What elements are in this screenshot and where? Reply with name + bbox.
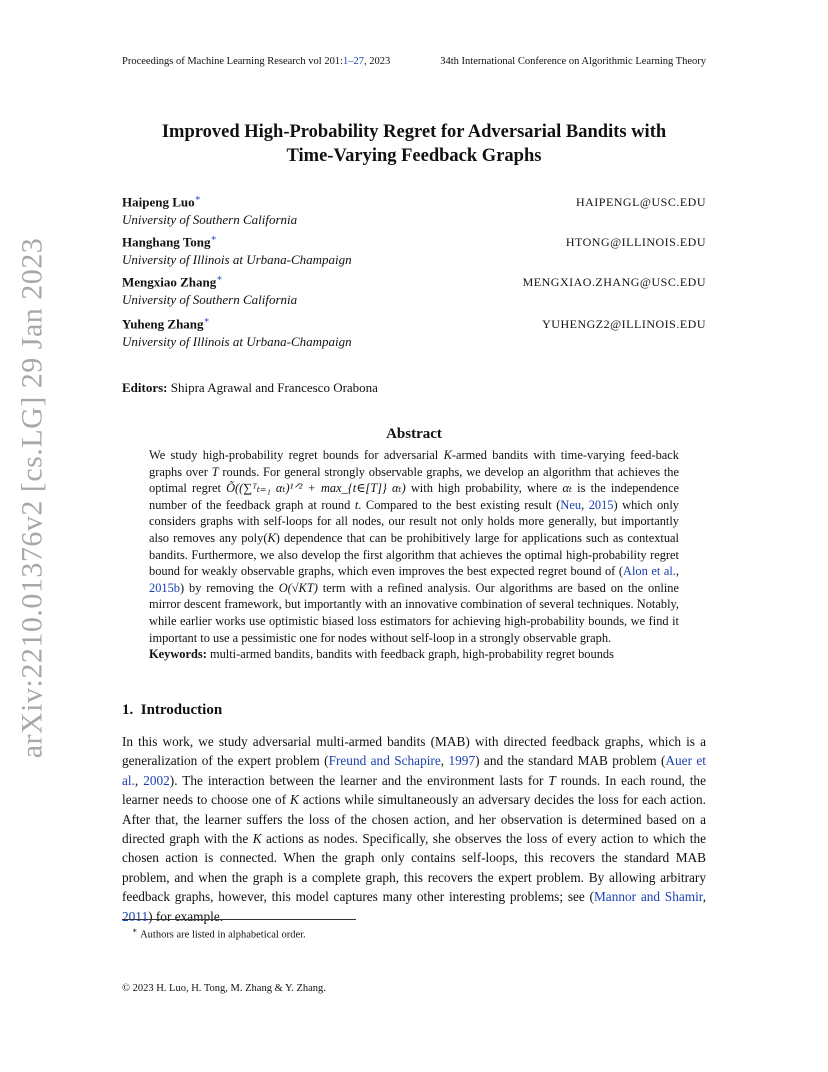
section-title: Introduction — [140, 702, 223, 718]
math-inline: T — [548, 772, 556, 788]
math-inline: K — [252, 831, 262, 847]
citation-link[interactable]: Alon et al. — [623, 564, 676, 579]
math-inline: K — [267, 530, 276, 545]
paper-title — [100, 120, 728, 168]
title-line-1: Improved High-Probability Regret for Adversarial Bandits with — [161, 122, 667, 142]
author-name: Yuheng Zhang∗ — [122, 315, 210, 332]
editors-names: Shipra Agrawal and Francesco Orabona — [170, 380, 378, 395]
author-block — [122, 315, 706, 350]
citation-link[interactable]: Auer et al. — [122, 753, 706, 788]
author-footnote-mark[interactable]: ∗ — [194, 193, 201, 203]
author-affiliation: University of Illinois at Urbana-Champaign — [122, 252, 352, 268]
copyright-notice: © 2023 H. Luo, H. Tong, M. Zhang & Y. Zhang. — [122, 983, 326, 994]
citation-year-link[interactable]: 1997 — [448, 753, 476, 769]
title-line-2: Time-Varying Feedback Graphs — [286, 146, 542, 166]
abstract-body — [149, 447, 679, 663]
math-inline: t — [354, 497, 359, 512]
math-inline: αₜ — [562, 481, 573, 496]
math-inline: O(√KT) — [278, 580, 318, 595]
author-affiliation: University of Southern California — [122, 212, 298, 228]
footnote-mark: ∗ — [132, 926, 138, 935]
abstract-paragraph: We study high-probability regret bounds for adversarial K-armed bandits with time-varying feed-back graphs over T rounds. For general strongly observable graphs, we develop an algorithm that achieves the optimal regret Õ((∑ᵀₜ₌₁ αₜ)¹ᐟ² + max_{t∈[T]} αₜ) with high probability, where αₜ is the independence number of the feedback graph at round t. Compared to the best existing result (Neu, 2015) which only considers graphs with self-loops for all nodes, our result not only holds more generally, but importantly also removes any poly(K) dependence that can be prohibitively large for applications such as contextual bandits. Furthermore, we also develop the first algorithm that achieves the optimal high-probability regret bound for weakly observable graphs, which even improves the best expected regret bound of (Alon et al., 2015b) by removing the O(√KT) term with a refined analysis. Our algorithms are based on the online mirror descent framework, but importantly with an innovative combination of several techniques. Notably, while earlier works use optimistic biased loss estimators for achieving high-probability bounds, we find it important to use a pessimistic one for nodes without self-loop in a strongly observable graph. — [149, 448, 680, 645]
running-head — [122, 56, 706, 67]
citation-link[interactable]: Mannor and Shamir — [593, 889, 703, 905]
editors-label: Editors: — [122, 380, 168, 395]
editors-line — [122, 380, 378, 396]
author-footnote-mark[interactable]: ∗ — [203, 315, 210, 325]
citation-year-link[interactable]: 2002 — [143, 772, 170, 788]
math-inline: T — [211, 464, 219, 479]
abstract-heading: Abstract — [386, 426, 442, 442]
keywords-line — [149, 646, 679, 663]
arxiv-identifier-stamp[interactable] — [8, 237, 56, 759]
citation-link[interactable]: Neu — [560, 497, 582, 512]
author-footnote-mark[interactable]: ∗ — [216, 273, 223, 283]
introduction-body — [122, 732, 706, 926]
footnote-divider — [122, 919, 356, 920]
running-head-left: Proceedings of Machine Learning Research vol 201:1–27, 2023 — [122, 56, 391, 67]
author-email[interactable]: YUHENGZ2@ILLINOIS.EDU — [542, 317, 706, 332]
page-range-link[interactable]: 1–27 — [343, 56, 365, 67]
math-inline: Õ((∑ᵀₜ₌₁ αₜ)¹ᐟ² + max_{t∈[T]} αₜ) — [226, 481, 406, 496]
keywords-label: Keywords: — [149, 647, 207, 662]
arxiv-identifier-text: arXiv:2210.01376v2 [cs.LG] 29 Jan 2023 — [15, 237, 48, 759]
author-block — [122, 193, 706, 228]
author-email[interactable]: MENGXIAO.ZHANG@USC.EDU — [522, 275, 706, 290]
section-number: 1. — [122, 702, 134, 718]
author-email[interactable]: HAIPENGL@USC.EDU — [575, 195, 706, 210]
author-email[interactable]: HTONG@ILLINOIS.EDU — [565, 235, 706, 250]
author-name: Hanghang Tong∗ — [122, 233, 217, 250]
math-inline: K — [290, 792, 299, 808]
math-inline: K — [443, 448, 452, 462]
author-block — [122, 273, 706, 308]
footnote — [132, 926, 306, 941]
intro-paragraph: In this work, we study adversarial multi-armed bandits (MAB) with directed feedback graphs, which is a generalization of the expert problem (Freund and Schapire, 1997) and the standard MAB problem (Auer et al., 2002). The interaction between the learner and the environment lasts for T rounds. In each round, the learner needs to choose one of K actions while simultaneously an adversary decides the loss for each action. After that, the learner suffers the loss of the chosen action, and her observation is determined based on a directed graph with the K actions as nodes. Specifically, she observes the loss of every action to which the chosen action is connected. When the graph only contains self-loops, this recovers the standard MAB problem, and when the graph is a complete graph, this recovers the expert problem. By allowing arbitrary feedback graphs, however, this model captures many other interesting problems; see (Mannor and Shamir, 2011) for example. — [122, 734, 707, 924]
author-affiliation: University of Illinois at Urbana-Champaign — [122, 334, 352, 350]
author-footnote-mark[interactable]: ∗ — [210, 233, 217, 243]
author-name: Haipeng Luo∗ — [122, 193, 201, 210]
citation-year-link[interactable]: 2011 — [122, 908, 149, 924]
footnote-text: Authors are listed in alphabetical order. — [140, 929, 306, 941]
author-block — [122, 233, 706, 268]
author-affiliation: University of Southern California — [122, 292, 298, 308]
citation-year-link[interactable]: 2015b — [149, 580, 180, 595]
author-name: Mengxiao Zhang∗ — [122, 273, 223, 290]
running-head-right: 34th International Conference on Algorithmic Learning Theory — [440, 56, 706, 67]
keywords-text: multi-armed bandits, bandits with feedback graph, high-probability regret bounds — [209, 647, 614, 662]
citation-year-link[interactable]: 2015 — [588, 497, 614, 512]
citation-link[interactable]: Freund and Schapire — [328, 753, 441, 769]
section-heading-introduction — [122, 702, 222, 719]
